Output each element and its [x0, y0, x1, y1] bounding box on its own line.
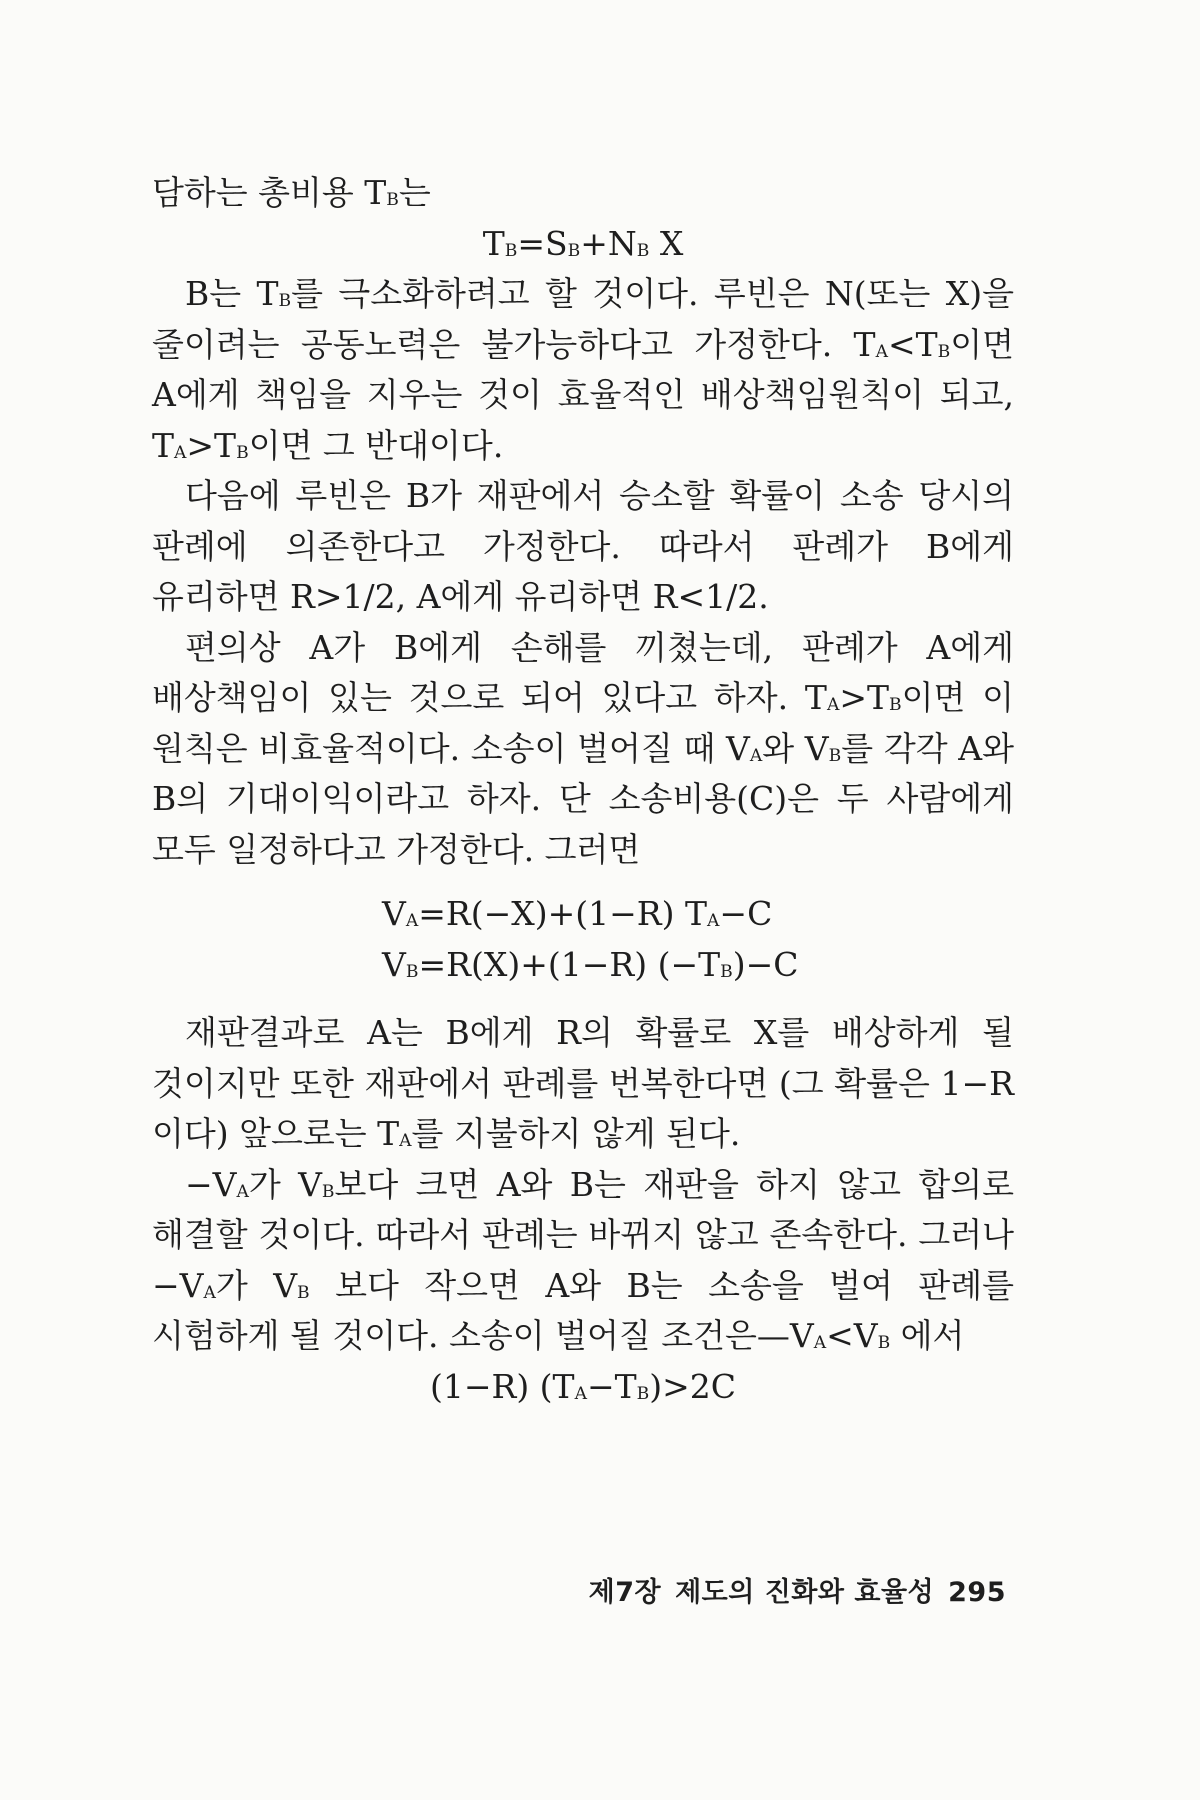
equation-tb: $T_B=S_B+N_B$ X	[482, 223, 684, 263]
running-footer	[575, 1570, 1006, 1609]
paragraph-5: 재판결과로 A는 B에게 R의 확률로 X를 배상하게 될 것이지만 또한 재판에서 판례를 번복한다면 (그 확률은 1−R 이다) 앞으로는 $T_A$를 지불하지 않게 된다.	[152, 1013, 1014, 1153]
page-number: 295	[948, 1577, 1006, 1608]
chapter-label: 제7장	[588, 1577, 662, 1608]
paragraph-4: 편의상 A가 B에게 손해를 끼쳤는데, 판례가 A에게 배상책임이 있는 것으로 되어 있다고 하자. $T_A>T_B$이면 이 원칙은 비효율적이다. 소송이 벌어질 때 $V_A$와 $V_B$를 각각 A와 B의 기대이익이라고 하자. 단 소송비용(C)은 두 사람에게 모두 일정하다고 가정한다. 그러면	[152, 627, 1014, 869]
body-text	[152, 168, 1014, 1412]
paragraph-2: B는 $T_B$를 극소화하려고 할 것이다. 루빈은 N(또는 X)을 줄이려는 공동노력은 불가능하다고 가정한다. $T_A<T_B$이면 A에게 책임을 지우는 것이 효율적인 배상책임원칙이 되고, $T_A>T_B$이면 그 반대이다.	[152, 274, 1014, 465]
equation-va: $V_A=R(-X)+(1-R)$ $T_A-C$	[382, 894, 773, 933]
paragraph-1: 담하는 총비용 $T_B$는	[152, 173, 431, 212]
equation-vb: $V_B=R(X)+(1-R)$ $(-T_B)-C$	[382, 944, 799, 984]
equation-condition: (1−R) $(T_A-T_B)>2C$	[429, 1366, 737, 1406]
paragraph-3: 다음에 루빈은 B가 재판에서 승소할 확률이 소송 당시의 판례에 의존한다고 가정한다. 따라서 판례가 B에게 유리하면 R>1/2, A에게 유리하면 R<1/2.	[152, 476, 1014, 616]
paragraph-6: $-V_A$가 $V_B$보다 크면 A와 B는 재판을 하지 않고 합의로 해결할 것이다. 따라서 판례는 바뀌지 않고 존속한다. 그러나 $-V_A$가 $V_B$ 보다 작으면 A와 B는 소송을 벌여 판례를 시험하게 될 것이다. 소송이 벌어질 조건은$—V_A<V_B$ 에서	[152, 1164, 1014, 1355]
equation-group-v	[152, 889, 1014, 990]
chapter-title: 제도의 진화와 효율성	[675, 1577, 935, 1608]
